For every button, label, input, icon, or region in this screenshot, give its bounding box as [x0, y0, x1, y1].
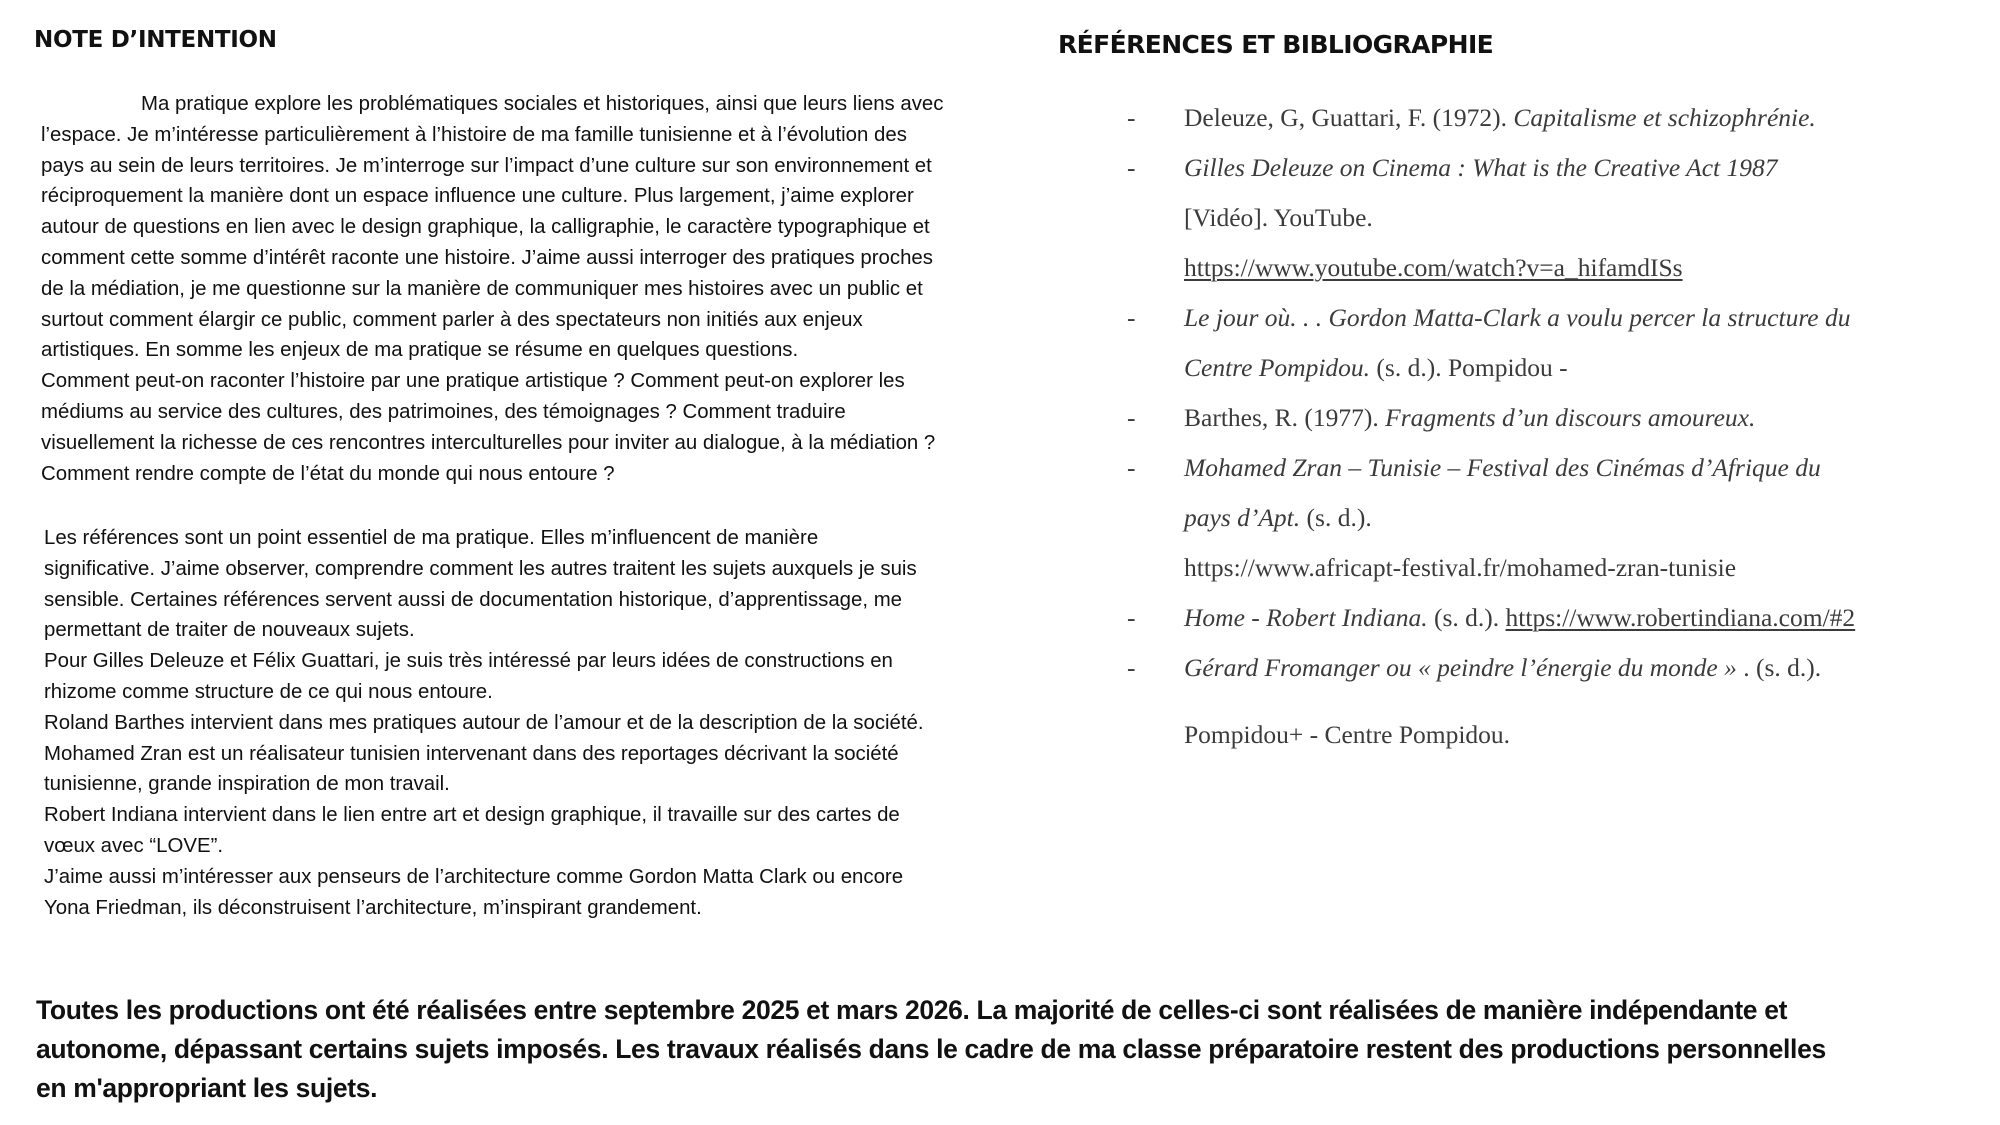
reference-source: [Vidéo]. YouTube. — [1184, 203, 1373, 232]
reference-title: Fragments d’un discours amoureux. — [1385, 403, 1756, 432]
reference-authors: Deleuze, G, Guattari, F. (1972). — [1184, 103, 1514, 132]
paragraph-line: Yona Friedman, ils déconstruisent l’architecture, m’inspirant grandement. — [44, 896, 702, 919]
paragraph-line: Robert Indiana intervient dans le lien entre art et design graphique, il travaille sur des cartes de — [44, 804, 900, 827]
references-heading: RÉFÉRENCES ET BIBLIOGRAPHIE — [1058, 30, 1494, 59]
bullet-dash: - — [1127, 103, 1136, 132]
reference-title: Gérard Fromanger ou « peindre l’énergie du monde » — [1184, 653, 1737, 682]
reference-authors: Barthes, R. (1977). — [1184, 403, 1386, 432]
paragraph-line: Ma pratique explore les problématiques sociales et historiques, ainsi que leurs liens avec — [141, 93, 944, 115]
reference-title: Gilles Deleuze on Cinema : What is the Creative Act 1987 — [1184, 153, 1778, 182]
bullet-dash: - — [1127, 653, 1136, 682]
reference-date: (s. d.). — [1300, 503, 1372, 532]
paragraph-line: Comment peut-on raconter l’histoire par une pratique artistique ? Comment peut-on explorer les — [41, 370, 905, 393]
paragraph-line: surtout comment élargir ce public, comment parler à des spectateurs non initiés aux enjeux — [41, 308, 863, 331]
statement-line: en m'appropriant les sujets. — [36, 1073, 378, 1103]
paragraph-line: pays au sein de leurs territoires. Je m’interroge sur l’impact d’une culture sur son environnement et — [41, 154, 932, 177]
paragraph-line: tunisienne, grande inspiration de mon travail. — [44, 773, 450, 796]
youtube-link[interactable]: https://www.youtube.com/watch?v=a_hifamdISs — [1184, 253, 1683, 282]
paragraph-line: Roland Barthes intervient dans mes pratiques autour de l’amour et de la description de la société. — [44, 711, 924, 734]
paragraph-line: sensible. Certaines références servent aussi de documentation historique, d’apprentissage, me — [44, 588, 903, 611]
paragraph-line: médiums au service des cultures, des patrimoines, des témoignages ? Comment traduire — [41, 401, 846, 423]
paragraph-line: Mohamed Zran est un réalisateur tunisien intervenant dans des reportages décrivant la société — [44, 742, 899, 765]
bullet-dash: - — [1127, 153, 1136, 182]
paragraph-line: rhizome comme structure de ce qui nous entoure. — [44, 681, 493, 703]
paragraph-line: significative. J’aime observer, comprendre comment les autres traitent les sujets auxquels je suis — [44, 557, 917, 580]
reference-source: (s. d.). Pompidou - — [1370, 353, 1568, 382]
reference-title: Centre Pompidou. — [1184, 353, 1371, 382]
bullet-dash: - — [1127, 403, 1136, 432]
paragraph-line: autour de questions en lien avec le design graphique, la calligraphie, le caractère typographique et — [41, 216, 930, 239]
statement-line: Toutes les productions ont été réalisées entre septembre 2025 et mars 2026. La majorité de celles-ci sont réalisées de manière indépendante et — [36, 995, 1788, 1025]
reference-title: Le jour où. . . Gordon Matta-Clark a voulu percer la structure du — [1184, 303, 1851, 332]
paragraph-line: de la médiation, je me questionne sur la manière de communiquer mes histoires avec un public et — [41, 277, 923, 300]
reference-title: Home - Robert Indiana. — [1184, 603, 1428, 632]
paragraph-line: comment cette somme d’intérêt raconte une histoire. J’aime aussi interroger des pratiques proches — [41, 247, 933, 269]
paragraph-line: réciproquement la manière dont un espace influence une culture. Plus largement, j’aime explorer — [41, 185, 914, 208]
paragraph-line: permettant de traiter de nouveaux sujets. — [44, 619, 415, 642]
reference-source: Pompidou+ - Centre Pompidou. — [1184, 720, 1511, 749]
reference-date: (s. d.). — [1427, 603, 1506, 632]
statement-line: autonome, dépassant certains sujets imposés. Les travaux réalisés dans le cadre de ma classe préparatoire restent des productions personnelles — [36, 1034, 1826, 1064]
africapt-url[interactable]: https://www.africapt-festival.fr/mohamed-zran-tunisie — [1184, 553, 1737, 582]
paragraph-line: artistiques. En somme les enjeux de ma pratique se résume en quelques questions. — [41, 339, 799, 362]
bullet-dash: - — [1127, 303, 1136, 332]
paragraph-line: Les références sont un point essentiel de ma pratique. Elles m’influencent de manière — [44, 527, 819, 549]
reference-date: . (s. d.). — [1736, 653, 1822, 682]
paragraph-line: l’espace. Je m’intéresse particulièrement à l’histoire de ma famille tunisienne et à l’évolution des — [41, 123, 907, 146]
robert-indiana-link[interactable]: https://www.robertindiana.com/#2 — [1505, 603, 1856, 632]
bullet-dash: - — [1127, 453, 1136, 482]
reference-title: Capitalisme et schizophrénie. — [1513, 103, 1816, 132]
paragraph-line: J’aime aussi m’intéresser aux penseurs de l’architecture comme Gordon Matta Clark ou encore — [44, 865, 904, 888]
reference-title: Mohamed Zran – Tunisie – Festival des Cinémas d’Afrique du — [1184, 453, 1821, 482]
paragraph-line: visuellement la richesse de ces rencontres interculturelles pour inviter au dialogue, à la médiation ? — [41, 431, 936, 454]
note-intention-heading: NOTE D’INTENTION — [34, 27, 277, 53]
paragraph-line: Pour Gilles Deleuze et Félix Guattari, je suis très intéressé par leurs idées de constructions en — [44, 650, 893, 673]
paragraph-line: vœux avec “LOVE”. — [44, 835, 224, 857]
paragraph-line: Comment rendre compte de l’état du monde qui nous entoure ? — [41, 462, 615, 485]
reference-title: pays d’Apt. — [1184, 503, 1301, 532]
bullet-dash: - — [1127, 603, 1136, 632]
